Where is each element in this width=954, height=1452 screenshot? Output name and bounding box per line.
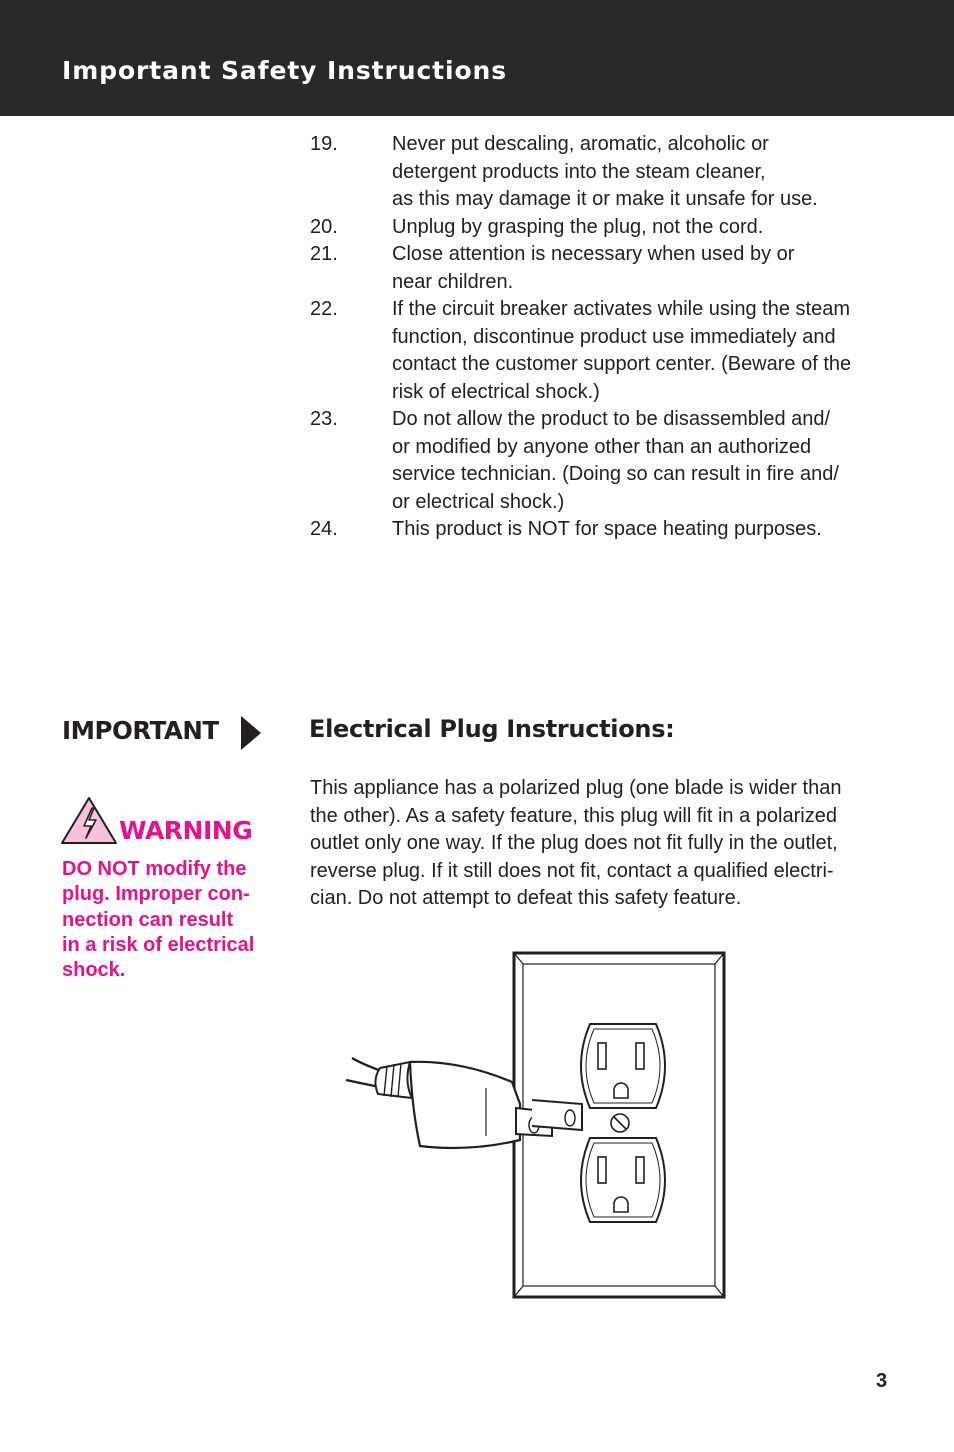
list-item	[310, 241, 910, 296]
arrow-right-icon	[241, 716, 263, 750]
item-text: This product is NOT for space heating purposes.	[392, 518, 822, 540]
section-body: This appliance has a polarized plug (one blade is wider than the other). As a safety feature, this plug will fit in a polarized outlet only one way. If the plug does not fit fully in the outlet, reverse plug. If it still does not fit, contact a qualified electri- cian. Do not attempt to defeat this safety feature.	[310, 777, 842, 910]
item-text: Never put descaling, aromatic, alcoholic or detergent products into the steam cleaner, as this may damage it or make it unsafe for use.	[392, 133, 818, 210]
page-title: Important Safety Instructions	[62, 56, 508, 85]
list-item	[310, 214, 910, 242]
item-text: Close attention is necessary when used by or near children.	[392, 243, 795, 293]
item-text: If the circuit breaker activates while using the steam function, discontinue product use immediately and contact the customer support center. (Beware of the risk of electrical shock.)	[392, 298, 852, 403]
item-text: Do not allow the product to be disassembled and/ or modified by anyone other than an authorized service technician. (Doing so can result in fire and/ or electrical shock.)	[392, 408, 839, 513]
item-number: 22.	[310, 298, 338, 320]
item-number: 24.	[310, 518, 338, 540]
page-header	[0, 0, 954, 116]
important-label: IMPORTANT	[62, 716, 219, 745]
warning-text: DO NOT modify the plug. Improper con- nection can result in a risk of electrical shock.	[62, 858, 255, 982]
item-number: 20.	[310, 215, 338, 238]
safety-instruction-list	[310, 131, 910, 544]
item-text: Unplug by grasping the plug, not the cord.	[392, 215, 764, 238]
list-item	[310, 131, 910, 214]
item-number: 21.	[310, 243, 338, 265]
item-number: 19.	[310, 133, 338, 155]
lightning-triangle-icon	[60, 796, 118, 846]
page-number: 3	[876, 1370, 888, 1392]
list-item	[310, 516, 910, 544]
warning-label: WARNING	[119, 816, 253, 845]
section-heading: Electrical Plug Instructions:	[309, 715, 675, 743]
item-number: 23.	[310, 408, 338, 430]
list-item	[310, 296, 910, 406]
polarized-plug-outlet-illustration	[340, 950, 730, 1302]
list-item	[310, 406, 910, 516]
